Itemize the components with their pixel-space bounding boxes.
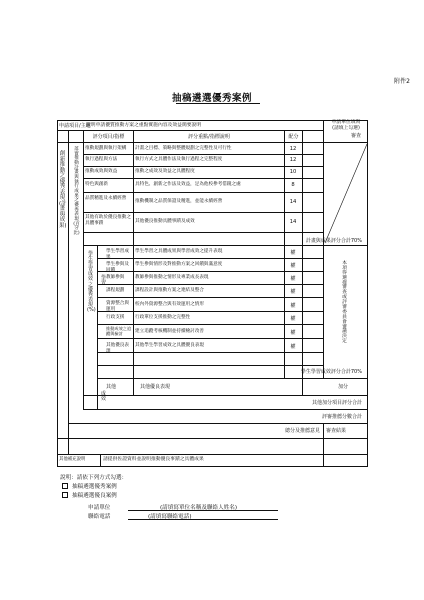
row6-name: 其他有助於優良推動之具體事蹟 [85,215,131,226]
row1-name: 推動規劃與執行架構 [85,146,127,151]
row5-content: 推動機制之品質保證及精進，並能永續經營 [135,199,223,204]
row3-content: 推動之成效及效益之具體程度 [135,169,195,174]
section1-vertical: 落實推動計畫與執行成果之優秀表現(百分比) [73,147,80,237]
subtotal2: 學生學習成效評分合計70% [300,369,362,375]
row5-points: 14 [289,199,297,205]
bottom-content: 請提供佐證資料並說明推動優良事蹟之具體成果 [103,457,204,462]
row4-name: 特色與創新 [85,182,108,187]
rg6-points: 權 [290,316,296,322]
rg7-points: 權 [290,330,296,336]
extra-content: 其他優良表現 [140,384,171,390]
footer-row1-label: 申請單位 [88,505,111,511]
diagonal-slash [323,142,368,245]
rg8-name: 其他優良表現 [106,343,129,354]
rg8-content: 其他學生學習成效之具體優良表現 [135,343,204,348]
col-points-header: 配分 [288,134,299,140]
review-header: 審查 [351,133,362,139]
subtotal4: 評審推薦分數合計 [321,414,362,420]
footer-row2-underline [128,519,278,520]
right-vertical-note: 本項得選擇審查或評審委員會審議決定 [342,261,347,345]
footer-row2-value: (請填寫聯絡電話) [148,514,192,520]
rg4-points: 權 [290,289,296,295]
footer-check2: 抽稿遴選優良案例 [72,493,117,499]
rg2-content: 學生參與情形及對推動方案之回饋與滿意度 [135,262,223,267]
row3-name: 推動成效與效益 [85,169,118,174]
extra-label: 其他 [106,384,117,390]
rg1-content: 學生學習之具體成果與學習成效之提升表現 [135,249,223,254]
rg5-points: 權 [290,303,296,309]
rg7-name: 推動成效之追蹤與檢討 [106,326,132,337]
row4-points: 8 [291,182,295,188]
rg2-name: 學生參與及回饋 [106,262,129,273]
sub-vertical-b: 成效 [100,391,106,403]
rg4-content: 課程設計與推動方案之連結及整合 [135,288,204,293]
footer-line1: 說明：請依下列方式勾選： [60,475,128,481]
rg7-content: 建立追蹤考核機制並持續檢討改善 [135,329,204,334]
apply-row-label: 申請項目/主題 [59,123,91,129]
rg4-name: 課程規劃 [106,288,125,293]
total-label: 總分及推薦意見 [284,428,320,434]
rg6-name: 行政支援 [106,315,125,320]
row1-content: 計畫之目標、策略與整體規劃之完整性及可行性 [135,146,232,151]
sub-vertical-a: 學習 [100,275,106,287]
footer-row1-underline [128,510,278,511]
footer-row1-value: (請填寫單位名稱及聯絡人姓名) [160,505,238,511]
col-content-header: 評分重點/指標說明 [188,134,230,140]
rg3-points: 權 [290,276,296,282]
row4-content: 具特色、創新之作法及效益，足為他校參考借鏡之處 [135,182,241,187]
apply-row-text: 說明申請優質推動方案之重點實施內容及效益簡要說明 [86,123,202,128]
row1-points: 12 [289,146,297,152]
document-title: 抽稿遴選優秀案例 [171,93,252,104]
extra-right: 加分 [338,384,349,390]
checkbox-option1[interactable] [62,483,68,489]
checkbox-option2[interactable] [62,492,68,498]
subtotal3: 其他加分項目評分合計 [311,400,362,406]
row2-content: 執行方式之具體作法及執行過程之完整程度 [135,157,223,162]
rg1-points: 權 [290,250,296,256]
rg2-points: 權 [290,263,296,269]
bottom-label: 其他補充說明 [59,457,86,462]
document-code: 附件2 [394,78,410,85]
section-left-vertical: 創新推動之優秀表現(計畫與成果) [59,151,67,229]
rg3-name: 教師參與 [106,275,125,280]
rg6-content: 行政單位支援推動之完整性 [135,315,191,320]
footer-row2-label: 聯絡電話 [88,514,111,520]
row3-points: 10 [289,169,297,175]
row6-content: 其他優良推動具體事蹟及成效 [135,219,195,224]
top-right-note: 申請單位填寫 (請填上勾選) [331,120,361,132]
total-right: 審查結果 [326,428,347,434]
row2-points: 12 [289,157,297,163]
rg3-content: 教師參與推動之情形及專業成長表現 [135,275,209,280]
row5-name: 品質精進及永續經營 [85,196,127,201]
section2-vertical: 學生學習成效之優秀表現(%) [87,251,96,314]
subtotal1: 計畫與成果評分合計70% [305,238,362,244]
rg5-content: 校內外資源整合與有效運用之情形 [135,302,204,307]
col-item-header: 評分項目/指標 [92,134,125,140]
rg8-points: 權 [290,344,296,350]
title-underline [176,103,260,104]
rg5-name: 資源整合與運用 [106,301,129,312]
row6-points: 14 [289,219,297,225]
footer-check1: 抽稿遴選優秀案例 [72,484,117,490]
rg1-name: 學生學習成果 [106,249,129,260]
row2-name: 執行過程與方法 [85,157,118,162]
